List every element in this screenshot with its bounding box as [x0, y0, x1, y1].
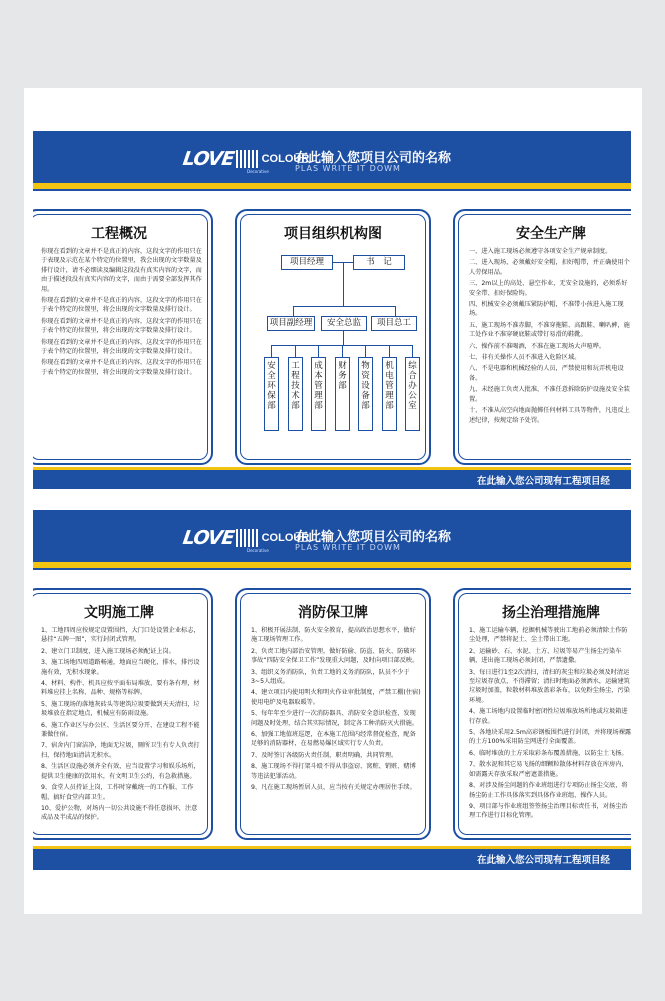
- panel-body: 1、积极开展法制、防火安全教育，提高政治思想水平，做好施工现场管理工作。 2、负责工地内部治安管理，做好防偷、防盗、防火、防破坏事故“四防安全保卫工作”发现重大问题，及时向项目部反映。 3、组织义务消防队，负责工地的义务消防队，队员不少于3~5人组成。 4、建立项目内使用明火和明火作业审批制度，严禁工棚(住宿)使用电炉及电器取暖等。 5、每年年至少进行一次消防器具、消防安全意识检查，发现问题及时处理，结合其实际情况，制定各工种消防灭火措施。 6、加强工地值班巡逻，在本施工范围内经常督促检查，配备足够的消防器材，在易燃易爆区域实行专人负责。 7、及时签订各级防火责任制，职责明确，共同管理。 8、施工现场不得打架斗殴不得从事盗窃、窝赃、销赃、赌博等违法犯罪活动。 9、凡在施工现场暂居人员，应当按有关规定办理居住手续。: [251, 627, 421, 792]
- footer-banner: 在此输入您公司现有工程项目经: [33, 470, 631, 489]
- panel-title: 项目组织机构图: [284, 226, 382, 242]
- header-banner: LOVE COLOUR Decorative 在此输入您项目公司的名称 PLAS WRITE IT DOWM: [33, 510, 631, 562]
- org-dept: 综合办公室: [405, 357, 420, 431]
- company-name-title: 在此输入您项目公司的名称: [295, 151, 452, 166]
- panel-project-overview: [33, 209, 213, 465]
- panel-title: 工程概况: [91, 226, 147, 242]
- panel-dust-control: [453, 588, 631, 840]
- org-dept: 机电管理部: [382, 357, 397, 431]
- panel-safety-production: [453, 209, 631, 465]
- panel-body: 你现在看到的文章并不是真正的内容，这段文字的作用只在于表现及示范在某个特定的位置里，我会出现的文字数量及排行设计，请不必细读及编辑这段没有真实内容的文字，而由于描述段没有真实内容的文字，而由于需要全部发挥其作用。 你现在看到的文章并不是真正的内容，这段文字的作用只在于表个特定的位置里，将会出现的文字数量及排行设计。 你现在看到的文章并不是真正的内容，这段文字的作用只在于表个特定的位置里，将会出现的文字数量及排行设计。 你现在看到的文章并不是真正的内容，这段文字的作用只在于表个特定的位置里，将会出现的文字数量及排行设计。 你现在看到的文章并不是真正的内容，这段文字的作用只在于表个特定的位置里，将会出现的文字数量及排行设计。: [41, 248, 202, 376]
- org-dept: 财务部: [335, 357, 350, 431]
- panel-org-chart: [235, 209, 431, 465]
- panel-title: 安全生产牌: [516, 226, 586, 242]
- panel-body: 1、施工运输车辆，挖掘机械等驶出工地前必须清除土作防尘处理，严禁将泥土、尘土带出工地。 2、运输砂、石、水泥、土方、垃圾等易产生扬尘污染车辆，进出施工现场必须封闭，严禁遗撒。 3、每日进行1至2次清扫，清扫的灰尘和垃圾必须及时清运至垃圾存放点，不得滞留；清扫时地面必须洒水，运输建筑垃圾时加盖，粒散材料堆放盖彩条布，以免粉尘扬尘，污染环境。 4、施工场地内设置临时密闭性垃圾堆放场所地或垃圾箱进行存放。 5、各地块采用2.5m高彩钢板围挡进行封闭，并将现场裸露的土方100%采用防尘网进行全面覆盖。 6、临时堆放的土方采取彩条布覆盖措施，以防尘土飞扬。 7、散水泥和其它易飞扬的细颗粒散体材料存放在库房内，如需露天存放采取严密遮盖措施。 8、对涉及扬尘问题的作业班组进行专项防止扬尘交底，将扬尘防止工作具体落实到具体作业班组、操作人员。 9、项目部与作业班组签签扬尘治理目标责任书，对扬尘治理工作进行目标化管理。: [469, 627, 631, 820]
- barcode-icon: [236, 150, 260, 168]
- org-node-pm: 项目经理: [281, 255, 333, 270]
- org-node-deputy-pm: 项目副经理: [267, 316, 315, 331]
- brand-logo: LOVE COLOUR: [181, 527, 310, 549]
- panel-body: 一、进入施工现场必须遵守各项安全生产规章制度。 二、进入现场，必须戴好安全帽，扣好帽带，并正确使用个人劳保用品。 三、2m以上的高处、悬空作业，无安全设施的，必须系好安全带、扣好保险钩。 四、机械安全必须戴压紧防护帽，不准带小孩进入施工现场。 五、施工现场不准赤脚，不准穿拖鞋、高跟鞋、喇叭裤，施工处作业不准穿硬底鞋或带钉易滑的鞋靴。 六、操作前不准喝酒，不准在施工现场大声喧哗。 七、非有关操作人员不准进入危险区域。 八、不是电器和机械经验的人员，严禁使用和玩弄机电设备。 九、未经施工负责人批准，不准任意拆除防护设施及安全装置。 十、不准从高空向地面抛掷任何材料工具等物件，凡违反上述纪律，按规定给予处罚。: [469, 248, 630, 424]
- org-dept: 成本管理部: [311, 357, 326, 431]
- company-name-subtitle: PLAS WRITE IT DOWM: [295, 164, 401, 173]
- panel-fire-security: [235, 588, 431, 840]
- panel-title: 扬尘治理措施牌: [502, 605, 600, 621]
- signboard-top: [33, 103, 631, 491]
- org-node-safety-director: 安全总监: [321, 316, 367, 331]
- panel-body: 1、工地四周应按规定设置围挡，大门口处设置企业标志，悬挂“五牌一图”，实行封闭式管理。 2、建立门卫制度，进入施工现场必须配证上岗。 3、施工场地四周道路畅通，地面应当硬化，排水，排污设施有效，无积水现象。 4、材料、构件、机具应按平面布局堆放，要有条有理，材料堆应挂上名称、品种、规格等标牌。 5、施工现场的落地灰砖头等建筑垃圾要做到天天清扫，垃圾堆放在指定地点，机械应有防雨设施。 6、施工作业区与办公区、生活区要分开，在建设工程不能兼做住宿。 7、宿舍内门窗洁净，地面无垃圾，厕所卫生有专人负责打扫，保持地面清洁无积水。 8、生活区设施必须齐全有效，应当设置学习和娱乐场所，提供卫生健康的饮用水，有文明卫生公约，有急救措施。 9、食堂人员持证上岗，工作时穿戴统一的工作服、工作帽，搞好食堂内部卫生。 10、爱护公物，对场内一切公共设施不得任意损坏，注意成品及半成品的保护。: [41, 627, 200, 822]
- panel-title: 文明施工牌: [84, 605, 154, 621]
- org-dept: 工程技术部: [288, 357, 303, 431]
- org-node-chief-engineer: 项目总工: [371, 316, 417, 331]
- signboard-bottom: [33, 510, 631, 870]
- company-name-title: 在此输入您项目公司的名称: [295, 530, 452, 545]
- org-node-secretary: 书 记: [353, 255, 405, 270]
- barcode-icon: [236, 529, 260, 547]
- brand-logo: LOVE COLOUR: [181, 148, 310, 170]
- panel-civilized-construction: [33, 588, 213, 840]
- header-banner: LOVE COLOUR Decorative 在此输入您项目公司的名称 PLAS WRITE IT DOWM: [33, 131, 631, 183]
- org-chart: [237, 211, 433, 467]
- org-dept: 安全环保部: [264, 357, 279, 431]
- footer-banner: 在此输入您公司现有工程项目经: [33, 849, 631, 870]
- company-name-subtitle: PLAS WRITE IT DOWM: [295, 543, 401, 552]
- org-dept: 物资设备部: [358, 357, 373, 431]
- panel-title: 消防保卫牌: [298, 605, 368, 621]
